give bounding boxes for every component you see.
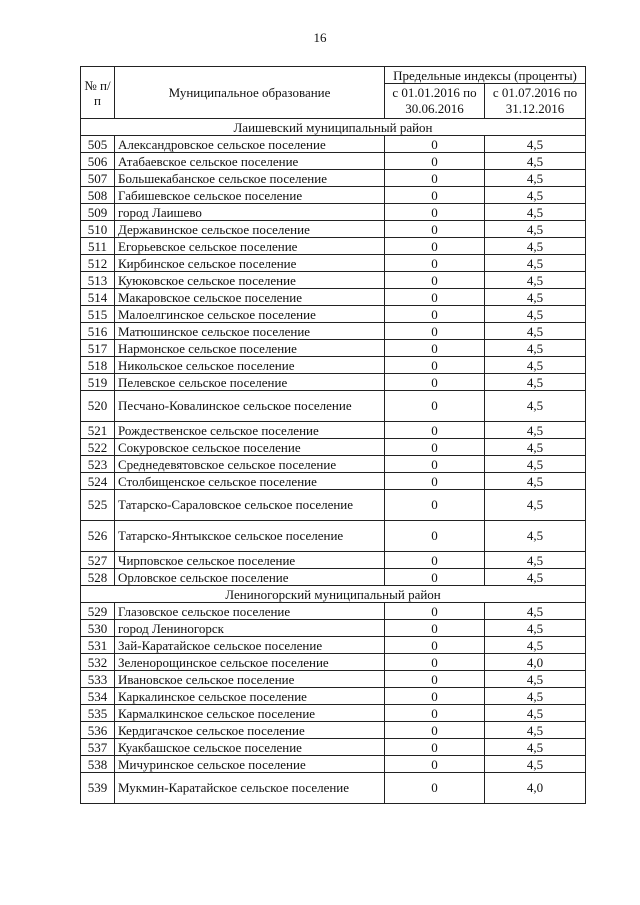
index-period-1: 0	[385, 170, 485, 187]
index-period-2: 4,5	[485, 306, 586, 323]
row-number: 521	[81, 422, 115, 439]
index-period-1: 0	[385, 456, 485, 473]
table-row	[81, 773, 586, 804]
index-period-2: 4,5	[485, 521, 586, 552]
row-number: 506	[81, 153, 115, 170]
table-row	[81, 705, 586, 722]
municipality-name: Мукмин-Каратайское сельское поселение	[115, 773, 385, 804]
header-period-2: с 01.07.2016 по 31.12.2016	[485, 84, 586, 119]
index-period-1: 0	[385, 473, 485, 490]
row-number: 505	[81, 136, 115, 153]
table-row	[81, 323, 586, 340]
index-period-1: 0	[385, 569, 485, 586]
table-row	[81, 136, 586, 153]
index-period-2: 4,5	[485, 637, 586, 654]
table-row	[81, 422, 586, 439]
table-row	[81, 306, 586, 323]
municipality-name: Большекабанское сельское поселение	[115, 170, 385, 187]
index-period-1: 0	[385, 272, 485, 289]
row-number: 519	[81, 374, 115, 391]
index-period-1: 0	[385, 136, 485, 153]
index-period-2: 4,5	[485, 739, 586, 756]
header-period-1: с 01.01.2016 по 30.06.2016	[385, 84, 485, 119]
row-number: 526	[81, 521, 115, 552]
table-row	[81, 552, 586, 569]
municipality-name: Каркалинское сельское поселение	[115, 688, 385, 705]
index-period-2: 4,5	[485, 705, 586, 722]
table-row	[81, 603, 586, 620]
index-period-1: 0	[385, 153, 485, 170]
index-period-1: 0	[385, 756, 485, 773]
municipality-name: Столбищенское сельское поселение	[115, 473, 385, 490]
index-period-2: 4,5	[485, 569, 586, 586]
index-period-1: 0	[385, 221, 485, 238]
table-row	[81, 756, 586, 773]
row-number: 511	[81, 238, 115, 255]
municipality-name: Егорьевское сельское поселение	[115, 238, 385, 255]
index-period-2: 4,5	[485, 255, 586, 272]
municipality-name: Кердигачское сельское поселение	[115, 722, 385, 739]
municipality-name: Куакбашское сельское поселение	[115, 739, 385, 756]
row-number: 524	[81, 473, 115, 490]
row-number: 513	[81, 272, 115, 289]
index-period-2: 4,5	[485, 323, 586, 340]
row-number: 520	[81, 391, 115, 422]
index-period-1: 0	[385, 688, 485, 705]
row-number: 529	[81, 603, 115, 620]
index-period-1: 0	[385, 238, 485, 255]
row-number: 536	[81, 722, 115, 739]
municipality-name: Татарско-Янтыкское сельское поселение	[115, 521, 385, 552]
table-row	[81, 170, 586, 187]
municipality-name: город Лениногорск	[115, 620, 385, 637]
table-row	[81, 473, 586, 490]
table-row	[81, 374, 586, 391]
table-row	[81, 620, 586, 637]
header-indices: Предельные индексы (проценты)	[385, 67, 586, 84]
table-row	[81, 722, 586, 739]
row-number: 507	[81, 170, 115, 187]
index-period-2: 4,5	[485, 722, 586, 739]
index-period-1: 0	[385, 391, 485, 422]
municipality-name: Сокуровское сельское поселение	[115, 439, 385, 456]
table-row	[81, 569, 586, 586]
municipality-name: Глазовское сельское поселение	[115, 603, 385, 620]
municipality-name: Среднедевятовское сельское поселение	[115, 456, 385, 473]
row-number: 533	[81, 671, 115, 688]
table-row	[81, 187, 586, 204]
row-number: 512	[81, 255, 115, 272]
row-number: 525	[81, 490, 115, 521]
table-row	[81, 671, 586, 688]
row-number: 527	[81, 552, 115, 569]
municipality-name: Зай-Каратайское сельское поселение	[115, 637, 385, 654]
index-period-1: 0	[385, 722, 485, 739]
index-period-2: 4,5	[485, 490, 586, 521]
municipality-name: Никольское сельское поселение	[115, 357, 385, 374]
index-period-1: 0	[385, 620, 485, 637]
table-row	[81, 456, 586, 473]
table-row	[81, 340, 586, 357]
index-period-2: 4,5	[485, 238, 586, 255]
index-period-2: 4,5	[485, 153, 586, 170]
index-period-2: 4,5	[485, 473, 586, 490]
row-number: 534	[81, 688, 115, 705]
index-period-1: 0	[385, 521, 485, 552]
index-period-2: 4,5	[485, 456, 586, 473]
table-row	[81, 272, 586, 289]
row-number: 518	[81, 357, 115, 374]
row-number: 514	[81, 289, 115, 306]
table-row	[81, 153, 586, 170]
index-period-2: 4,5	[485, 170, 586, 187]
index-period-2: 4,5	[485, 272, 586, 289]
index-period-2: 4,5	[485, 187, 586, 204]
index-period-1: 0	[385, 739, 485, 756]
index-period-2: 4,5	[485, 688, 586, 705]
table-row	[81, 289, 586, 306]
index-period-2: 4,5	[485, 204, 586, 221]
index-period-2: 4,5	[485, 340, 586, 357]
index-period-1: 0	[385, 374, 485, 391]
municipality-name: город Лаишево	[115, 204, 385, 221]
index-period-2: 4,5	[485, 136, 586, 153]
municipality-name: Рождественское сельское поселение	[115, 422, 385, 439]
index-period-1: 0	[385, 671, 485, 688]
table-row	[81, 221, 586, 238]
index-period-1: 0	[385, 187, 485, 204]
index-period-2: 4,0	[485, 654, 586, 671]
section-title: Лаишевский муниципальный район	[81, 119, 586, 136]
index-period-2: 4,5	[485, 603, 586, 620]
table-row	[81, 238, 586, 255]
index-period-2: 4,5	[485, 756, 586, 773]
municipality-name: Пелевское сельское поселение	[115, 374, 385, 391]
table-row	[81, 521, 586, 552]
municipality-name: Габишевское сельское поселение	[115, 187, 385, 204]
tariff-index-table	[80, 66, 586, 804]
row-number: 538	[81, 756, 115, 773]
table-row	[81, 490, 586, 521]
header-num: № п/п	[81, 67, 115, 119]
table-row	[81, 654, 586, 671]
table-body	[81, 119, 586, 804]
row-number: 509	[81, 204, 115, 221]
table-row	[81, 688, 586, 705]
row-number: 516	[81, 323, 115, 340]
municipality-name: Макаровское сельское поселение	[115, 289, 385, 306]
index-period-2: 4,5	[485, 289, 586, 306]
index-period-1: 0	[385, 306, 485, 323]
section-title: Лениногорский муниципальный район	[81, 586, 586, 603]
index-period-1: 0	[385, 357, 485, 374]
municipality-name: Малоелгинское сельское поселение	[115, 306, 385, 323]
municipality-name: Державинское сельское поселение	[115, 221, 385, 238]
municipality-name: Александровское сельское поселение	[115, 136, 385, 153]
row-number: 523	[81, 456, 115, 473]
header-municipality: Муниципальное образование	[115, 67, 385, 119]
index-period-1: 0	[385, 773, 485, 804]
table-row	[81, 439, 586, 456]
municipality-name: Атабаевское сельское поселение	[115, 153, 385, 170]
section-row	[81, 586, 586, 603]
index-period-1: 0	[385, 255, 485, 272]
index-period-1: 0	[385, 654, 485, 671]
index-period-2: 4,5	[485, 552, 586, 569]
municipality-name: Песчано-Ковалинское сельское поселение	[115, 391, 385, 422]
index-period-2: 4,5	[485, 374, 586, 391]
municipality-name: Мичуринское сельское поселение	[115, 756, 385, 773]
index-period-2: 4,5	[485, 620, 586, 637]
index-period-1: 0	[385, 422, 485, 439]
row-number: 517	[81, 340, 115, 357]
row-number: 535	[81, 705, 115, 722]
table-row	[81, 637, 586, 654]
index-period-2: 4,5	[485, 439, 586, 456]
index-period-1: 0	[385, 603, 485, 620]
index-period-2: 4,5	[485, 671, 586, 688]
index-period-1: 0	[385, 204, 485, 221]
index-period-1: 0	[385, 490, 485, 521]
municipality-name: Орловское сельское поселение	[115, 569, 385, 586]
page-number: 16	[313, 30, 327, 45]
index-period-2: 4,5	[485, 422, 586, 439]
index-period-1: 0	[385, 439, 485, 456]
table-row	[81, 391, 586, 422]
section-row	[81, 119, 586, 136]
index-period-2: 4,5	[485, 357, 586, 374]
index-period-1: 0	[385, 289, 485, 306]
municipality-name: Татарско-Сараловское сельское поселение	[115, 490, 385, 521]
municipality-name: Зеленорощинское сельское поселение	[115, 654, 385, 671]
row-number: 522	[81, 439, 115, 456]
index-period-2: 4,5	[485, 391, 586, 422]
row-number: 528	[81, 569, 115, 586]
municipality-name: Кармалкинское сельское поселение	[115, 705, 385, 722]
index-period-1: 0	[385, 552, 485, 569]
index-period-1: 0	[385, 323, 485, 340]
row-number: 532	[81, 654, 115, 671]
index-period-2: 4,0	[485, 773, 586, 804]
row-number: 539	[81, 773, 115, 804]
index-period-2: 4,5	[485, 221, 586, 238]
table-row	[81, 739, 586, 756]
row-number: 515	[81, 306, 115, 323]
municipality-name: Чирповское сельское поселение	[115, 552, 385, 569]
municipality-name: Нармонское сельское поселение	[115, 340, 385, 357]
row-number: 537	[81, 739, 115, 756]
municipality-name: Куюковское сельское поселение	[115, 272, 385, 289]
index-period-1: 0	[385, 340, 485, 357]
row-number: 510	[81, 221, 115, 238]
row-number: 531	[81, 637, 115, 654]
municipality-name: Ивановское сельское поселение	[115, 671, 385, 688]
municipality-name: Кирбинское сельское поселение	[115, 255, 385, 272]
index-period-1: 0	[385, 705, 485, 722]
table-row	[81, 255, 586, 272]
table-row	[81, 357, 586, 374]
table-row	[81, 204, 586, 221]
row-number: 508	[81, 187, 115, 204]
index-period-1: 0	[385, 637, 485, 654]
municipality-name: Матюшинское сельское поселение	[115, 323, 385, 340]
row-number: 530	[81, 620, 115, 637]
